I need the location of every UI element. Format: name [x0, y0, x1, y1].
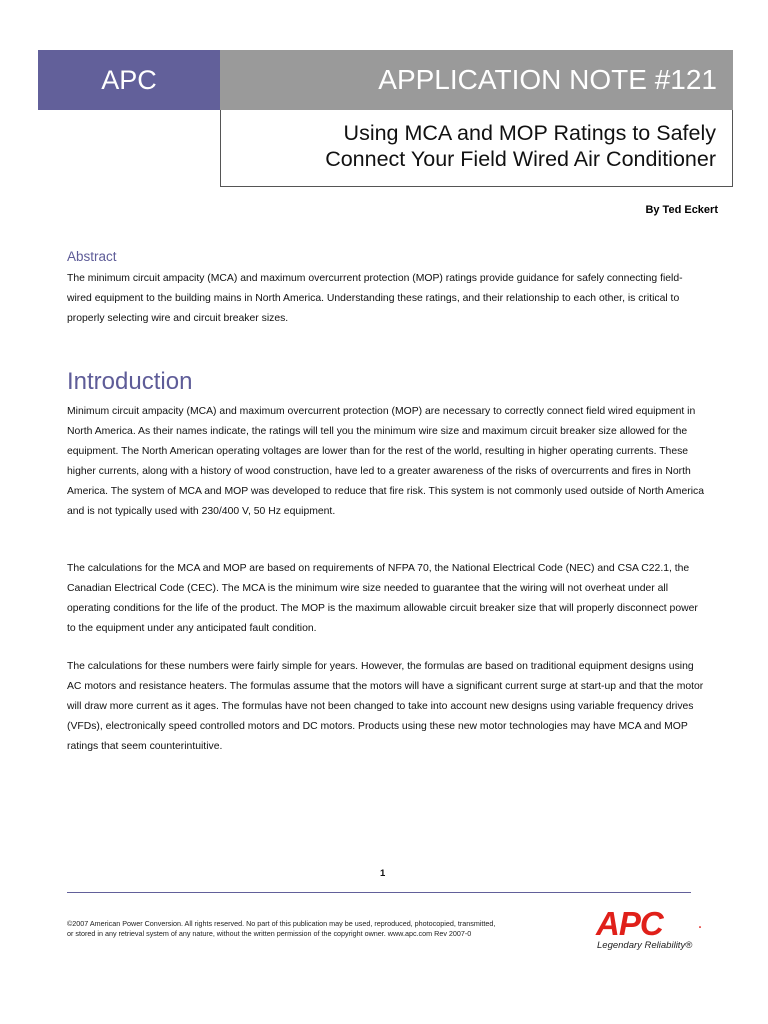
subtitle-line-2: Connect Your Field Wired Air Conditioner: [325, 147, 716, 171]
author: By Ted Eckert: [645, 204, 718, 216]
logo-tagline: Legendary Reliability®: [597, 940, 693, 951]
subtitle-line-1: Using MCA and MOP Ratings to Safely: [343, 121, 716, 145]
application-note-title: APPLICATION NOTE #121: [378, 64, 717, 95]
logo-mark-dot: •: [698, 925, 700, 931]
header-brand: APC: [101, 64, 157, 95]
introduction-heading: Introduction: [67, 368, 193, 395]
document-subtitle: [220, 110, 733, 187]
page-number: 1: [380, 868, 386, 879]
intro-paragraph-2: The calculations for the MCA and MOP are based on requirements of NFPA 70, the National Electrical Code (NEC) and CSA C22.1, the Canadian Electrical Code (CEC). The MCA is the minimum wire size needed to guarantee that the wiring will not overheat under all operating conditions for the life of the product. The MOP is the maximum allowable circuit breaker size that will properly disconnect power to the equipment under any anticipated fault condition.: [67, 563, 698, 634]
footer-divider: [67, 892, 691, 893]
header-brand-block: [38, 50, 220, 110]
header-title-block: [220, 50, 733, 110]
copyright-line-1: ©2007 American Power Conversion. All rights reserved. No part of this publication may be used, reproduced, photocopied, transmitted,: [67, 919, 496, 928]
logo-wordmark: [596, 905, 700, 942]
logo-word-text: APC: [596, 905, 663, 942]
abstract-heading: Abstract: [67, 249, 117, 264]
abstract-text: The minimum circuit ampacity (MCA) and maximum overcurrent protection (MOP) ratings provide guidance for safely connecting field-wired equipment to the building mains in North America. Understanding these ratings, and their relationship to each other, is critical to properly selecting wire and circuit breaker sizes.: [67, 273, 683, 324]
intro-paragraph-3: The calculations for these numbers were fairly simple for years. However, the formulas are based on traditional equipment designs using AC motors and resistance heaters. The formulas assume that the motors will have a significant current surge at start-up and that the motor will draw more current as it ages. The formulas have not been changed to take into account new designs using variable frequency drives (VFDs), electronically speed controlled motors and DC motors. Products using these new motor technologies may have MCA and MOP ratings that seem counterintuitive.: [67, 661, 704, 752]
intro-paragraph-1: Minimum circuit ampacity (MCA) and maximum overcurrent protection (MOP) are necessary to correctly connect field wired equipment in North America. As their names indicate, the ratings will tell you the minimum wire size and maximum circuit breaker size allowed for the equipment. The North American operating voltages are lower than for the rest of the world, resulting in higher operating currents. These higher currents, along with a history of wood construction, have led to a greater awareness of the risks of overcurrents and fires in North America. The system of MCA and MOP was developed to reduce that fire risk. This system is not commonly used outside of North America and is not typically used with 230/400 V, 50 Hz equipment.: [67, 406, 704, 517]
copyright-notice: [67, 919, 537, 939]
copyright-line-2: or stored in any retrieval system of any nature, without the written permission of the copyright owner. www.apc.com Rev 2007-0: [67, 929, 472, 938]
apc-logo: [596, 905, 700, 958]
